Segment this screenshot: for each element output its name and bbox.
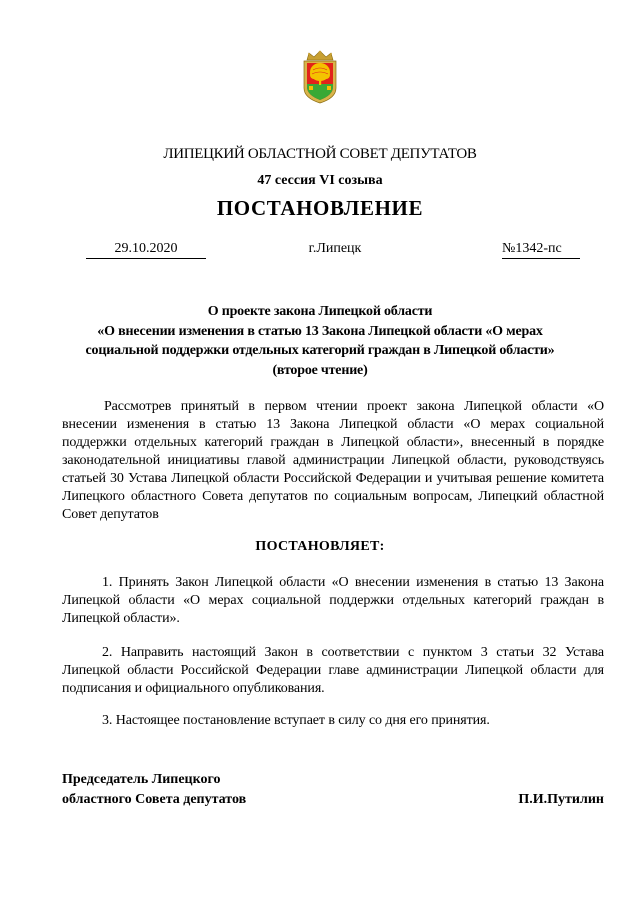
preamble-text: Рассмотрев принятый в первом чтении проект закона Липецкой области «О внесении изменения в статью 13 Закона Липецкой области «О мерах социальной поддержки отдельных категорий граждан в Липецкой области», внесенный в порядке законодательной инициативы главой администрации Липецкой области, руководствуясь статьей 30 Устава Липецкой области Российской Федерации и учитывая решение комитета Липецкого областного Совета депутатов по социальным вопросам, Липецкий областной Совет депутатов [62,399,604,522]
resolution-item [62,574,604,628]
preamble-paragraph [62,398,604,524]
session-info: 47 сессия VI созыва [257,173,383,188]
document-date: 29.10.2020 [86,240,206,259]
signatory-name: П.И.Путилин [518,792,604,807]
document-number: №1342-пс [502,240,580,259]
document-title [40,302,600,380]
title-line: «О внесении изменения в статью 13 Закона Липецкой области «О мерах [97,323,543,339]
title-line: социальной поддержки отдельных категорий граждан в Липецкой области» [85,343,555,358]
lipetsk-oblast-coat-of-arms-icon [299,50,341,104]
signatory-position-line: Председатель Липецкого [62,772,221,787]
council-name: ЛИПЕЦКИЙ ОБЛАСТНОЙ СОВЕТ ДЕПУТАТОВ [163,146,477,162]
signatory-position [62,770,246,810]
resolves-heading: ПОСТАНОВЛЯЕТ: [255,539,385,554]
resolution-item [62,644,604,698]
title-line: О проекте закона Липецкой области [207,304,433,319]
document-city: г.Липецк [308,241,362,256]
document-type: ПОСТАНОВЛЕНИЕ [216,196,424,220]
resolution-item-text: 2. Направить настоящий Закон в соответствии с пунктом 3 статьи 32 Устава Липецкой области Российской Федерации главе администрации Липецкой области для подписания и официального опубликования. [62,645,604,696]
title-line: (второе чтение) [272,362,368,378]
resolution-item-text: 1. Принять Закон Липецкой области «О внесении изменения в статью 13 Закона Липецкой области «О мерах социальной поддержки отдельных категорий граждан в Липецкой области». [62,575,604,626]
signatory-position-line: областного Совета депутатов [62,792,247,807]
resolution-item [62,712,604,730]
resolution-item-text: 3. Настоящее постановление вступает в силу со дня его принятия. [102,713,490,728]
